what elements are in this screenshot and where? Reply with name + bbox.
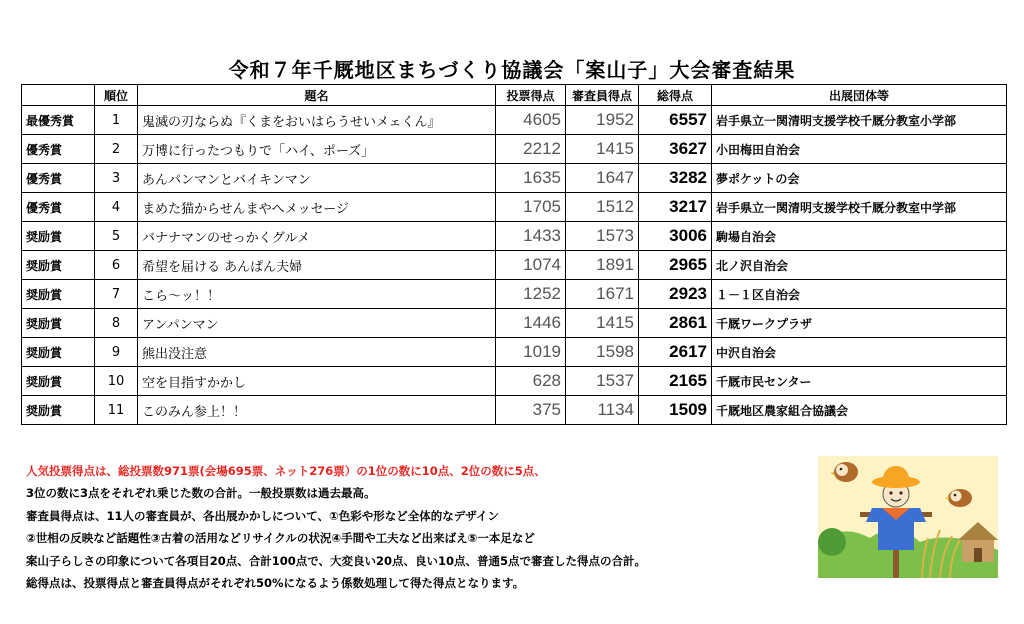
judge-points-cell: 1415 [566, 309, 639, 338]
scoring-notes [26, 460, 746, 594]
judge-points-cell: 1512 [566, 193, 639, 222]
vote-points-cell: 1446 [496, 309, 566, 338]
table-row [22, 135, 1007, 164]
table-row [22, 338, 1007, 367]
award-cell: 奨励賞 [22, 338, 95, 367]
total-points-cell: 6557 [639, 106, 712, 135]
vote-points-cell: 1705 [496, 193, 566, 222]
rank-cell: 10 [95, 367, 138, 396]
judge-points-cell: 1134 [566, 396, 639, 425]
title-cell: あんパンマンとバイキンマン [138, 164, 496, 193]
rank-cell: 7 [95, 280, 138, 309]
total-points-cell: 3006 [639, 222, 712, 251]
award-cell: 優秀賞 [22, 193, 95, 222]
total-points-cell: 2617 [639, 338, 712, 367]
judge-points-column-header: 審査員得点 [566, 85, 639, 106]
title-cell: バナナマンのせっかくグルメ [138, 222, 496, 251]
results-table [21, 84, 1007, 425]
vote-points-cell: 1433 [496, 222, 566, 251]
note-line-judge-scoring: 案山子らしさの印象について各項目20点、合計100点で、大変良い20点、良い10点、普通5点で審査した得点の合計。 [26, 553, 647, 568]
table-row [22, 309, 1007, 338]
total-points-cell: 3627 [639, 135, 712, 164]
total-points-cell: 3217 [639, 193, 712, 222]
note-line-vote-method-cont: 3位の数に3点をそれぞれ乗じた数の合計。一般投票数は過去最高。 [26, 486, 376, 501]
judge-points-cell: 1537 [566, 367, 639, 396]
award-cell: 奨励賞 [22, 309, 95, 338]
title-cell: 熊出没注意 [138, 338, 496, 367]
rank-cell: 3 [95, 164, 138, 193]
note-line-vote-method: 人気投票得点は、総投票数971票(会場695票、ネット276票）の1位の数に10点、2位の数に5点、 [26, 464, 546, 478]
note-line-total-method: 総得点は、投票得点と審査員得点がそれぞれ50%になるよう係数処理して得た得点となります。 [26, 576, 525, 591]
rank-cell: 4 [95, 193, 138, 222]
vote-points-cell: 4605 [496, 106, 566, 135]
table-row [22, 222, 1007, 251]
judge-points-cell: 1952 [566, 106, 639, 135]
award-cell: 奨励賞 [22, 396, 95, 425]
group-cell: １－１区自治会 [712, 280, 1007, 309]
title-cell: 万博に行ったつもりで「ハイ、ポーズ」 [138, 135, 496, 164]
table-row [22, 106, 1007, 135]
award-cell: 奨励賞 [22, 222, 95, 251]
vote-points-cell: 1635 [496, 164, 566, 193]
title-cell: 鬼滅の刃ならぬ『くまをおいはらうせいメェくん』 [138, 106, 496, 135]
vote-points-cell: 1074 [496, 251, 566, 280]
table-row [22, 164, 1007, 193]
rank-cell: 2 [95, 135, 138, 164]
total-points-cell: 2923 [639, 280, 712, 309]
title-cell: 空を目指すかかし [138, 367, 496, 396]
table-row [22, 280, 1007, 309]
scarecrow-illustration [810, 450, 1000, 580]
total-points-cell: 2965 [639, 251, 712, 280]
title-cell: アンパンマン [138, 309, 496, 338]
vote-points-cell: 1252 [496, 280, 566, 309]
rank-cell: 11 [95, 396, 138, 425]
vote-points-column-header: 投票得点 [496, 85, 566, 106]
award-cell: 優秀賞 [22, 164, 95, 193]
total-points-cell: 2861 [639, 309, 712, 338]
rank-cell: 9 [95, 338, 138, 367]
award-cell: 奨励賞 [22, 367, 95, 396]
title-cell: こら～ッ！！ [138, 280, 496, 309]
group-cell: 千厩市民センター [712, 367, 1007, 396]
table-row [22, 367, 1007, 396]
vote-points-cell: 628 [496, 367, 566, 396]
group-cell: 岩手県立一関清明支援学校千厩分教室中学部 [712, 193, 1007, 222]
title-cell: このみん参上！！ [138, 396, 496, 425]
page-title: 令和７年千厩地区まちづくり協議会「案山子」大会審査結果 [228, 58, 796, 82]
vote-points-cell: 1019 [496, 338, 566, 367]
judge-points-cell: 1415 [566, 135, 639, 164]
vote-points-cell: 375 [496, 396, 566, 425]
tree-left [818, 528, 846, 556]
rank-cell: 6 [95, 251, 138, 280]
table-row [22, 251, 1007, 280]
award-column-header [22, 85, 95, 106]
award-cell: 優秀賞 [22, 135, 95, 164]
title-cell: 希望を届ける あんぱん夫婦 [138, 251, 496, 280]
judge-points-cell: 1647 [566, 164, 639, 193]
group-cell: 中沢自治会 [712, 338, 1007, 367]
group-cell: 千厩地区農家組合協議会 [712, 396, 1007, 425]
group-cell: 千厩ワークプラザ [712, 309, 1007, 338]
rank-cell: 5 [95, 222, 138, 251]
table-row [22, 396, 1007, 425]
judge-points-cell: 1891 [566, 251, 639, 280]
group-column-header: 出展団体等 [712, 85, 1007, 106]
group-cell: 夢ポケットの会 [712, 164, 1007, 193]
total-points-cell: 1509 [639, 396, 712, 425]
total-points-column-header: 総得点 [639, 85, 712, 106]
award-cell: 奨励賞 [22, 251, 95, 280]
award-cell: 奨励賞 [22, 280, 95, 309]
vote-points-cell: 2212 [496, 135, 566, 164]
table-row [22, 193, 1007, 222]
total-points-cell: 3282 [639, 164, 712, 193]
rank-cell: 1 [95, 106, 138, 135]
judge-points-cell: 1671 [566, 280, 639, 309]
table-header-row [22, 85, 1007, 106]
total-points-cell: 2165 [639, 367, 712, 396]
rank-cell: 8 [95, 309, 138, 338]
title-column-header: 題名 [138, 85, 496, 106]
judge-points-cell: 1573 [566, 222, 639, 251]
title-cell: まめた猫からせんまやへメッセージ [138, 193, 496, 222]
judge-points-cell: 1598 [566, 338, 639, 367]
group-cell: 駒場自治会 [712, 222, 1007, 251]
group-cell: 小田梅田自治会 [712, 135, 1007, 164]
note-line-judge-criteria: ②世相の反映など話題性③古着の活用などリサイクルの状況④手間や工夫など出来ばえ⑤一本足など [26, 531, 535, 546]
group-cell: 岩手県立一関清明支援学校千厩分教室小学部 [712, 106, 1007, 135]
note-line-judge-method: 審査員得点は、11人の審査員が、各出展かかしについて、①色彩や形など全体的なデザイン [26, 508, 499, 523]
award-cell: 最優秀賞 [22, 106, 95, 135]
group-cell: 北ノ沢自治会 [712, 251, 1007, 280]
rank-column-header: 順位 [95, 85, 138, 106]
